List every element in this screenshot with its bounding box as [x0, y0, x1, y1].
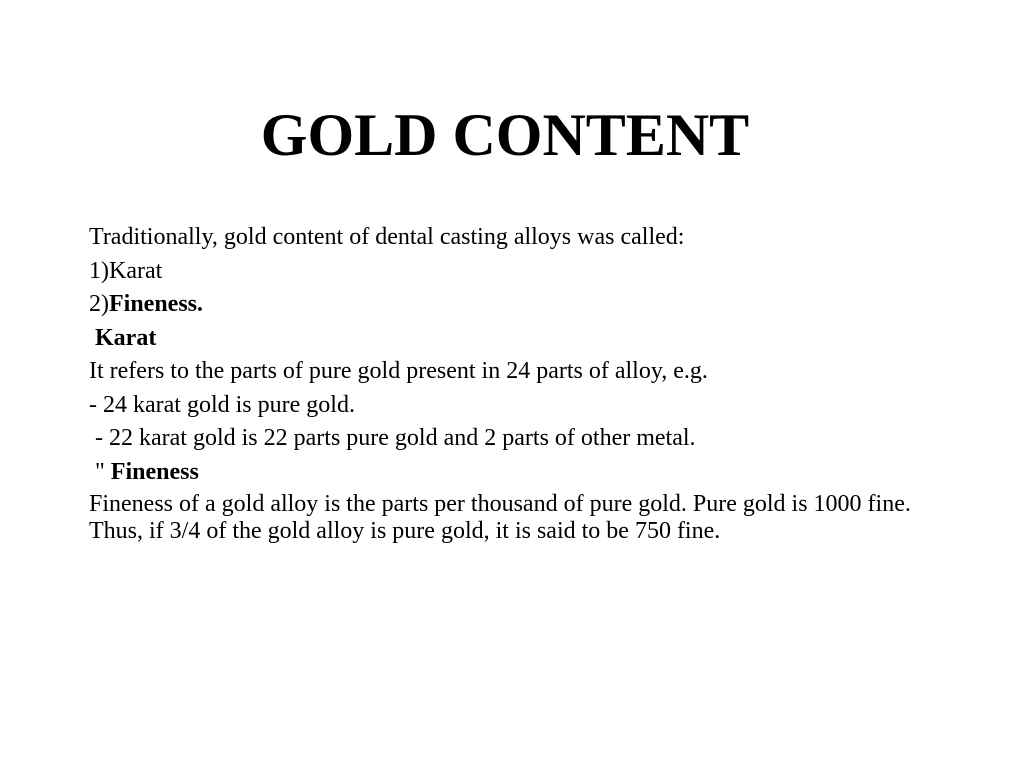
slide-body [89, 223, 929, 551]
karat-heading: Karat [95, 324, 157, 351]
karat-example-22: - 22 karat gold is 22 parts pure gold and 2 parts of other metal. [95, 425, 696, 451]
list-item-fineness-prefix: 2) [89, 291, 109, 317]
karat-example-24: - 24 karat gold is pure gold. [89, 391, 355, 418]
fineness-heading: Fineness [110, 458, 199, 485]
list-item-karat: 1)Karat [89, 257, 163, 284]
karat-definition: It refers to the parts of pure gold present in 24 parts of alloy, e.g. [89, 358, 708, 384]
slide-title: GOLD CONTENT [260, 102, 750, 168]
fineness-heading-prefix: " [95, 458, 111, 485]
list-item-fineness-label: Fineness. [109, 291, 204, 317]
fineness-definition: Fineness of a gold alloy is the parts per thousand of pure gold. Pure gold is 1000 fine. Thus, if 3/4 of the gold alloy is pure gold, it is said to be 750 fine. [89, 491, 911, 544]
list-item-fineness [89, 290, 929, 318]
fineness-heading-line [89, 458, 929, 486]
intro-text: Traditionally, gold content of dental casting alloys was called: [89, 224, 685, 250]
